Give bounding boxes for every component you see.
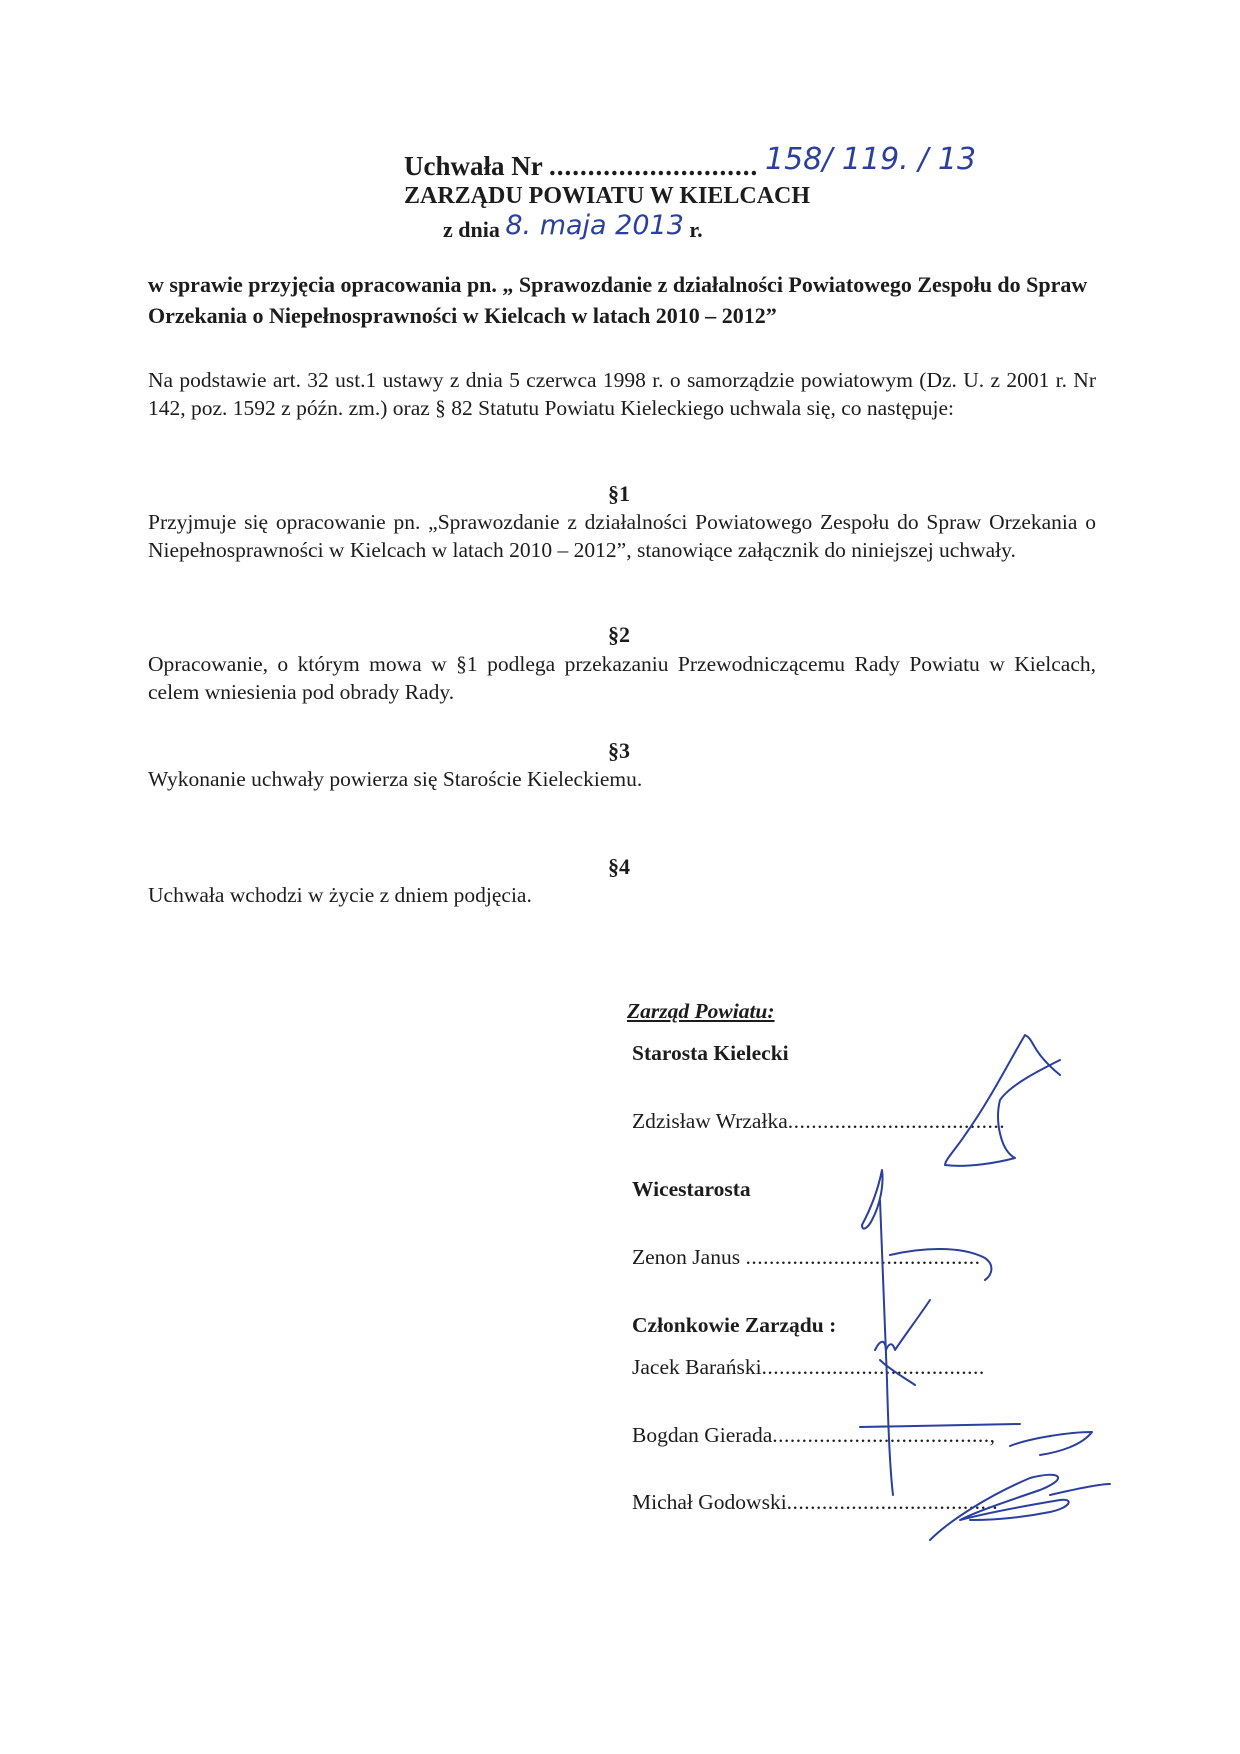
board-signature-label: Zarząd Powiatu: xyxy=(627,999,775,1023)
title-dots: ........................... xyxy=(549,151,759,181)
member-dots: .................................... xyxy=(786,1490,999,1514)
resolution-title xyxy=(404,142,977,183)
section-4-mark-text: §4 xyxy=(608,854,630,879)
section-3-mark xyxy=(0,738,1240,764)
section-2-mark-text: §2 xyxy=(608,622,630,647)
vice-starosta-role: Wicestarosta xyxy=(632,1177,751,1201)
member-name: Michał Godowski xyxy=(632,1490,787,1514)
member-dots: ....................................., xyxy=(772,1423,996,1447)
board-members-role: Członkowie Zarządu : xyxy=(632,1313,837,1337)
vice-starosta-dots: ........................................ xyxy=(745,1245,981,1269)
section-1-mark-text: §1 xyxy=(608,481,630,506)
starosta-signature-line xyxy=(632,1109,1005,1134)
starosta-role: Starosta Kielecki xyxy=(632,1041,789,1065)
section-4-mark xyxy=(0,854,1240,880)
signature-starosta xyxy=(945,1035,1060,1166)
member-signature-line xyxy=(632,1490,998,1515)
member-name: Jacek Barański xyxy=(632,1355,762,1379)
resolution-number-handwritten: 158/ 119. / 13 xyxy=(765,142,977,177)
member-dots: ...................................... xyxy=(761,1355,985,1379)
section-3-text: Wykonanie uchwały powierza się Staroście Kieleckiemu. xyxy=(148,767,643,791)
section-4-text: Uchwała wchodzi w życie z dniem podjęcia. xyxy=(148,883,532,907)
section-2-text: Opracowanie, o którym mowa w §1 podlega przekazaniu Przewodniczącemu Rady Powiatu w Kielcach, celem wniesienia pod obrady Rady. xyxy=(148,652,1096,704)
date-prefix: z dnia xyxy=(443,217,500,242)
vice-starosta-name: Zenon Janus xyxy=(632,1245,741,1269)
starosta-name: Zdzisław Wrzałka xyxy=(632,1109,788,1133)
member-signature-line xyxy=(632,1423,996,1448)
member-name: Bogdan Gierada xyxy=(632,1423,773,1447)
resolution-date xyxy=(443,210,703,244)
vice-starosta-signature-line xyxy=(632,1245,980,1270)
section-1-text: Przyjmuje się opracowanie pn. „Sprawozdanie z działalności Powiatowego Zespołu do Spraw Orzekania o Niepełnosprawności w Kielcach w latach 2010 – 2012”, stanowiące załącznik do niniejszej uchwały. xyxy=(148,510,1096,562)
starosta-dots: ..................................... xyxy=(787,1109,1006,1133)
section-3-mark-text: §3 xyxy=(608,738,630,763)
date-handwritten: 8. maja 2013 xyxy=(505,210,684,241)
resolution-subject: w sprawie przyjęcia opracowania pn. „ Sprawozdanie z działalności Powiatowego Zespołu do Spraw Orzekania o Niepełnosprawności w Kielcach w latach 2010 – 2012” xyxy=(148,272,1088,328)
member-signature-line xyxy=(632,1355,985,1380)
date-suffix: r. xyxy=(689,217,703,242)
section-2-mark xyxy=(0,622,1240,648)
board-name: ZARZĄDU POWIATU W KIELCACH xyxy=(404,183,811,209)
title-prefix: Uchwała Nr xyxy=(404,151,543,181)
section-1-mark xyxy=(0,481,1240,507)
legal-basis: Na podstawie art. 32 ust.1 ustawy z dnia 5 czerwca 1998 r. o samorządzie powiatowym (Dz. U. z 2001 r. Nr 142, poz. 1592 z późn. zm.) oraz § 82 Statutu Powiatu Kieleckiego uchwala się, co następuje: xyxy=(148,368,1096,420)
